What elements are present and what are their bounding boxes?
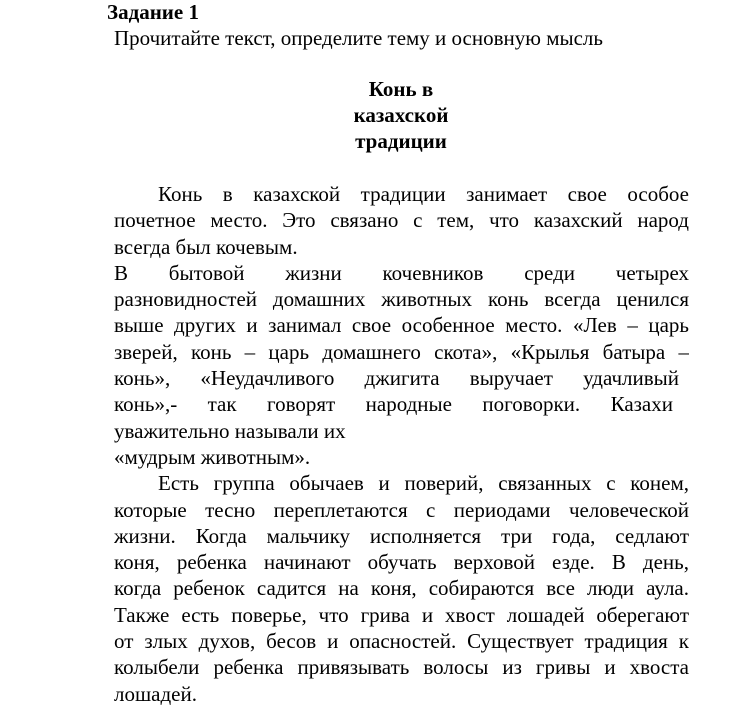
text-heading-line-3: традиции — [355, 129, 447, 153]
paragraph-3-line: которые тесно переплетаются с периодами человеческой — [114, 497, 689, 522]
text-heading-line-1: Конь в — [368, 77, 434, 101]
paragraph-2-line: «мудрым животным». — [114, 444, 311, 469]
paragraph-2-line: конь», «Неудачливого джигита выручает удачливый — [114, 366, 679, 391]
paragraph-1-line: всегда был кочевым. — [114, 234, 298, 259]
task-instruction: Прочитайте текст, определите тему и основную мысль — [114, 26, 603, 50]
task-title: Задание 1 — [107, 0, 199, 24]
paragraph-2-line: В бытовой жизни кочевников среди четырех — [114, 260, 689, 285]
paragraph-2-line: зверей, конь – царь домашнего скота», «Крылья батыра – — [114, 339, 689, 364]
text-heading-line-2: казахской — [353, 103, 449, 127]
paragraph-3-line: колыбели ребенка привязывать волосы из гривы и хвоста — [114, 655, 689, 680]
paragraph-3-line: коня, ребенка начинают обучать верховой езде. В день, — [114, 550, 689, 575]
paragraph-1-line: почетное место. Это связано с тем, что казахский народ — [114, 208, 689, 233]
paragraph-2-line: разновидностей домашних животных конь всегда ценился — [114, 287, 689, 312]
paragraph-3-line: лошадей. — [114, 681, 197, 706]
paragraph-3-line: жизни. Когда мальчику исполняется три года, седлают — [114, 523, 689, 548]
paragraph-2-line: конь»,- так говорят народные поговорки. Казахи — [114, 392, 673, 417]
paragraph-3-line: когда ребенок садится на коня, собираются все люди аула. — [114, 576, 689, 601]
text-body — [114, 181, 689, 707]
paragraph-2-line: выше других и занимал свое особенное место. «Лев – царь — [114, 313, 689, 338]
paragraph-3-line: Есть группа обычаев и поверий, связанных с конем, — [158, 471, 689, 496]
paragraph-3-line: Также есть поверье, что грива и хвост лошадей оберегают — [114, 602, 689, 627]
paragraph-3-line: от злых духов, бесов и опасностей. Существует традиция к — [114, 629, 689, 654]
paragraph-1-line: Конь в казахской традиции занимает свое особое — [158, 182, 689, 206]
paragraph-2-line: уважительно называли их — [114, 418, 346, 443]
